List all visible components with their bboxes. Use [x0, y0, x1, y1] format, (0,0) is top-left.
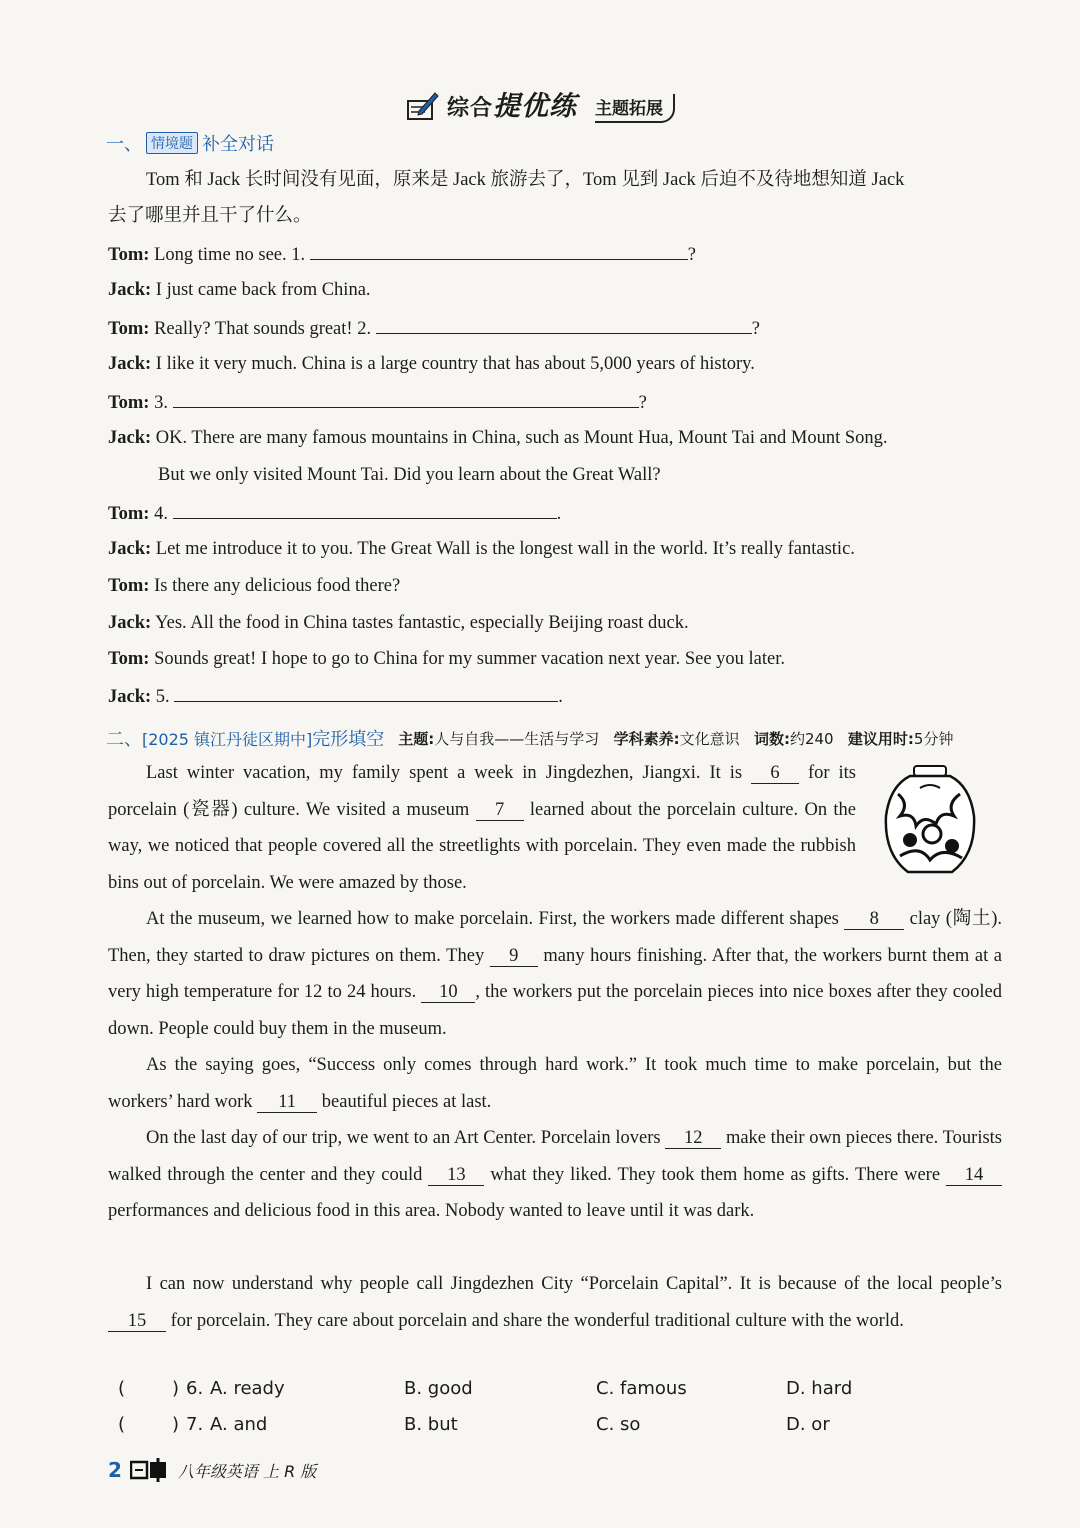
speaker-label: Tom: — [108, 245, 150, 265]
speaker-label: Tom: — [108, 504, 150, 524]
answer-blank-5[interactable] — [174, 683, 558, 702]
cloze-gap-6[interactable]: 6 — [751, 763, 799, 784]
meta-words-label: 词数: — [753, 729, 790, 748]
answer-bracket-close: ) — [172, 1414, 180, 1435]
dialogue-text: Yes. All the food in China tastes fantastic, especially Beijing roast duck. — [155, 613, 689, 633]
cloze-text: I can now understand why people call Jingdezhen City “Porcelain Capital”. It is because of the local people’s — [146, 1274, 1002, 1294]
cloze-text: many hours finishing. After that, the workers burnt them at a very high temperature for 12 to 24 hours. — [108, 945, 1003, 1003]
meta-theme-label: 主题: — [398, 729, 435, 748]
dialogue-text: 5. — [155, 687, 170, 707]
cloze-text: As the saying goes, “Success only comes through hard work.” It took much time to make porcelain, but the workers’ hard work — [108, 1055, 1002, 1112]
header-title-a: 综合 — [447, 96, 494, 121]
cloze-paragraph-3 — [108, 1047, 1002, 1120]
cloze-gap-10[interactable]: 10 — [421, 982, 475, 1003]
question-number: 7. — [186, 1414, 204, 1435]
dialogue-text: Is there any delicious food there? — [154, 576, 401, 596]
page-number: 2 — [108, 1458, 122, 1482]
answer-bracket-open[interactable]: ( — [118, 1378, 126, 1399]
dialogue-line — [108, 426, 1008, 450]
porcelain-vase-icon — [880, 764, 980, 878]
option-a[interactable]: A. ready — [210, 1378, 285, 1399]
dialogue-end: ? — [751, 319, 760, 339]
meta-literacy: 文化意识 — [679, 729, 740, 748]
cloze-gap-12[interactable]: 12 — [665, 1128, 721, 1149]
speaker-label: Jack: — [108, 539, 152, 559]
section1-tag: 情境题 — [146, 132, 198, 154]
dialogue-line — [108, 683, 1008, 709]
section1-number: 一、 — [106, 134, 142, 155]
cloze-gap-11[interactable]: 11 — [257, 1092, 317, 1113]
meta-time: 5分钟 — [913, 729, 954, 748]
header-title-b: 提优练 — [493, 91, 578, 122]
cloze-text: At the museum, we learned how to make porcelain. First, the workers made different shapes — [146, 909, 839, 929]
section1-intro-1: Tom 和 Jack 长时间没有见面，原来是 Jack 旅游去了，Tom 见到 Jack 后迫不及待地想知道 Jack — [146, 170, 905, 190]
dialogue-text: I like it very much. China is a large country that has about 5,000 years of history. — [155, 354, 755, 374]
cloze-text: learned about the porcelain culture. On the way, we noticed that people covered all the streetlights with porcelain. They even made the rubbish bins out of porcelain. We were amazed by those. — [108, 799, 856, 893]
dialogue-text: 3. — [154, 393, 168, 413]
dialogue-text: OK. There are many famous mountains in China, such as Mount Hua, Mount Tai and Mount Song. — [155, 428, 888, 448]
header-title — [447, 84, 577, 123]
dialogue-text: Let me introduce it to you. The Great Wall is the longest wall in the world. It’s really fantastic. — [155, 539, 855, 559]
publisher-logo-icon — [130, 1458, 170, 1482]
speaker-label: Jack: — [108, 613, 152, 633]
answer-blank-1[interactable] — [310, 241, 688, 260]
dialogue-end: ? — [687, 245, 696, 265]
cloze-gap-8[interactable]: 8 — [844, 909, 904, 930]
cloze-paragraph-5 — [108, 1266, 1002, 1339]
dialogue-text: Long time no see. 1. — [154, 245, 306, 265]
header-subtitle: 主题拓展 — [595, 94, 675, 123]
dialogue-line — [108, 278, 1008, 302]
dialogue-line — [108, 352, 1008, 376]
cloze-text: for its porcelain (瓷器) culture. We visited a museum — [108, 763, 857, 820]
dialogue-line-continued: But we only visited Mount Tai. Did you learn about the Great Wall? — [158, 465, 661, 485]
dialogue-end: . — [558, 687, 563, 707]
cloze-gap-9[interactable]: 9 — [490, 946, 538, 967]
dialogue-end: . — [556, 504, 562, 524]
dialogue-line — [108, 389, 1008, 415]
answer-blank-4[interactable] — [173, 500, 557, 519]
cloze-text: clay (陶土). Then, they started to draw pictures on them. They — [108, 909, 1002, 966]
option-b[interactable]: B. good — [404, 1378, 473, 1399]
dialogue-line — [108, 500, 1008, 526]
cloze-text: On the last day of our trip, we went to an Art Center. Porcelain lovers — [146, 1128, 661, 1148]
cloze-text: performances and delicious food in this area. Nobody wanted to leave until it was dark. — [108, 1201, 755, 1222]
speaker-label: Tom: — [108, 319, 150, 339]
dialogue-text: Sounds great! I hope to go to China for my summer vacation next year. See you later. — [154, 649, 785, 669]
question-number: 6. — [186, 1378, 204, 1399]
answer-bracket-close: ) — [172, 1378, 180, 1399]
section1-heading — [106, 130, 274, 156]
option-b[interactable]: B. but — [404, 1414, 458, 1435]
page-header — [405, 84, 675, 123]
dialogue-line — [108, 315, 1008, 341]
cloze-text: what they liked. They took them home as gifts. There were — [490, 1164, 941, 1185]
dialogue-line — [108, 647, 1008, 671]
cloze-gap-13[interactable]: 13 — [428, 1165, 484, 1186]
dialogue-text: 4. — [154, 504, 168, 524]
dialogue-line — [108, 574, 1008, 598]
speaker-label: Jack: — [108, 280, 152, 300]
cloze-gap-7[interactable]: 7 — [476, 800, 524, 821]
cloze-text: for porcelain. They care about porcelain and share the wonderful traditional culture with the world. — [170, 1310, 904, 1331]
cloze-paragraph-2 — [108, 901, 1002, 1047]
option-d[interactable]: D. hard — [786, 1378, 853, 1399]
pen-book-icon — [405, 89, 439, 123]
meta-words: 约240 — [789, 729, 834, 748]
cloze-text: beautiful pieces at last. — [321, 1091, 492, 1112]
dialogue-end: ? — [638, 393, 647, 413]
cloze-paragraph-1 — [108, 755, 856, 901]
meta-theme: 人与自我——生活与学习 — [434, 729, 600, 748]
meta-time-label: 建议用时: — [847, 729, 914, 748]
speaker-label: Tom: — [108, 393, 150, 413]
cloze-text: Last winter vacation, my family spent a week in Jingdezhen, Jiangxi. It is — [146, 763, 743, 783]
section2-title: 完形填空 — [312, 729, 385, 750]
section2-heading — [106, 725, 953, 751]
answer-blank-3[interactable] — [173, 389, 639, 408]
answer-blank-2[interactable] — [376, 315, 752, 334]
cloze-text: make their own pieces there. Tourists walked through the center and they could — [108, 1128, 1003, 1185]
section2-meta — [398, 728, 953, 749]
speaker-label: Jack: — [108, 428, 152, 448]
answer-bracket-open[interactable]: ( — [118, 1414, 126, 1435]
option-a[interactable]: A. and — [210, 1414, 268, 1435]
cloze-text: , the workers put the porcelain pieces into nice boxes after they cooled down. People could buy them in the museum. — [108, 982, 1003, 1039]
cloze-paragraph-4 — [108, 1120, 1002, 1230]
section1-intro-2: 去了哪里并且干了什么。 — [108, 206, 312, 226]
dialogue-line — [108, 537, 1008, 561]
speaker-label: Jack: — [108, 354, 152, 374]
option-c[interactable]: C. famous — [596, 1378, 687, 1399]
speaker-label: Tom: — [108, 649, 150, 669]
cloze-gap-14[interactable]: 14 — [946, 1165, 1002, 1186]
meta-literacy-label: 学科素养: — [613, 729, 680, 748]
speaker-label: Tom: — [108, 576, 150, 596]
section2-source: [2025 镇江丹徒区期中] — [142, 729, 313, 749]
page-footer — [108, 1458, 316, 1482]
dialogue-text: Really? That sounds great! 2. — [154, 319, 372, 339]
section2-number: 二、 — [106, 729, 142, 750]
cloze-gap-15[interactable]: 15 — [108, 1311, 166, 1332]
dialogue-line — [108, 611, 1008, 635]
speaker-label: Jack: — [108, 687, 152, 707]
footer-text: 八年级英语 上 R 版 — [177, 1461, 317, 1481]
dialogue-line — [108, 241, 1008, 267]
section1-title: 补全对话 — [202, 134, 274, 155]
option-d[interactable]: D. or — [786, 1414, 830, 1435]
option-c[interactable]: C. so — [596, 1414, 641, 1435]
dialogue-text: I just came back from China. — [155, 280, 371, 300]
